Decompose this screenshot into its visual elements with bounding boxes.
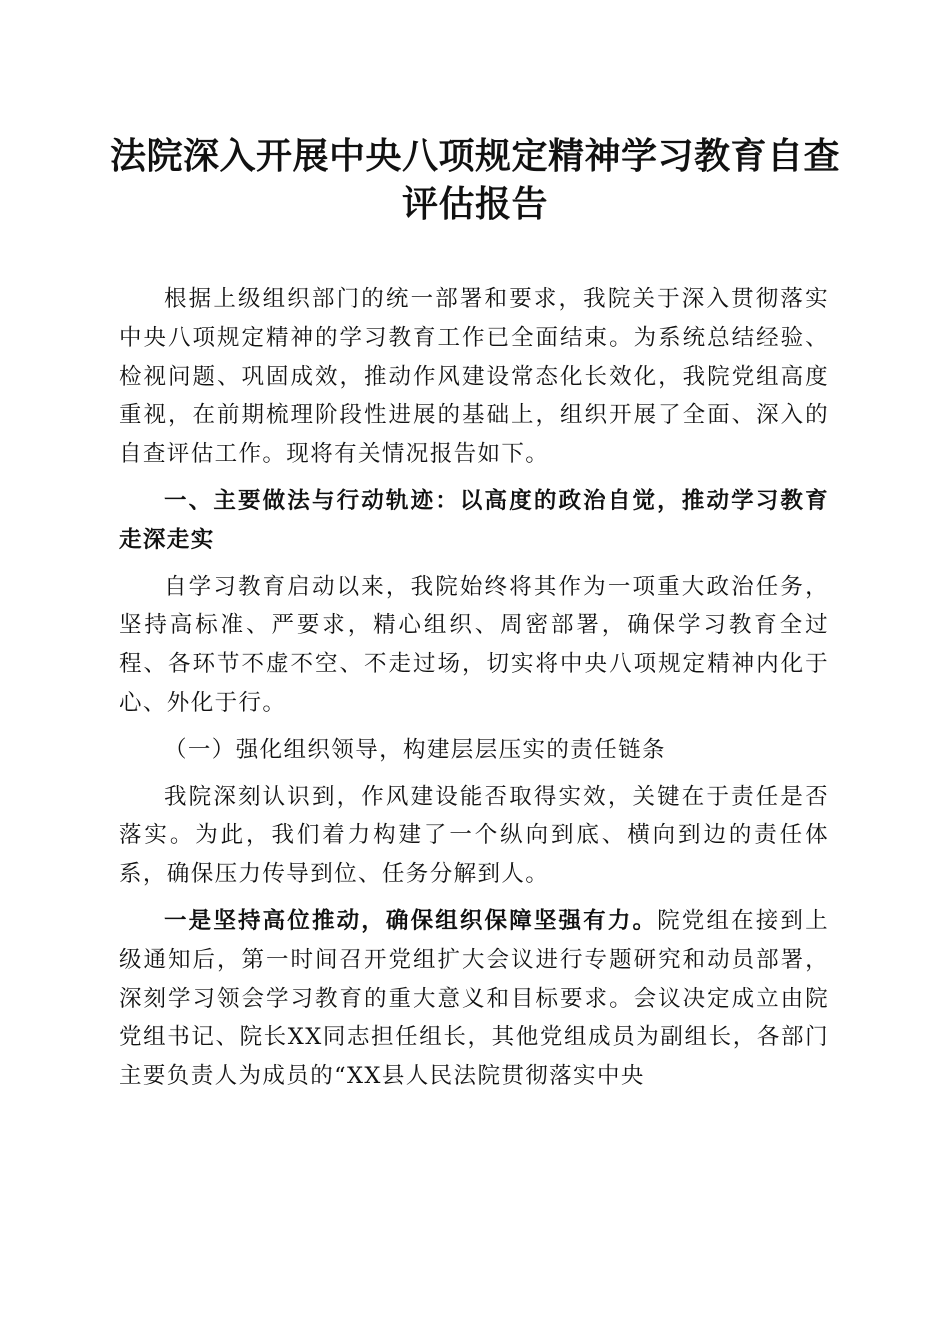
document-body — [119, 280, 829, 1096]
subsection-1-paragraph: 我院深刻认识到，作风建设能否取得实效，关键在于责任是否落实。为此，我们着力构建了一个纵向到底、横向到边的责任体系，确保压力传导到位、任务分解到人。 — [119, 783, 829, 888]
section-1-paragraph: 自学习教育启动以来，我院始终将其作为一项重大政治任务，坚持高标准、严要求，精心组织、周密部署，确保学习教育全过程、各环节不虚不空、不走过场，切实将中央八项规定精神内化于心、外化于行。 — [119, 573, 829, 716]
title-line-2: 评估报告 — [401, 183, 548, 225]
point-one-text: 院党组在接到上级通知后，第一时间召开党组扩大会议进行专题研究和动员部署，深刻学习领会学习教育的重大意义和目标要求。会议决定成立由院党组书记、院长XX同志担任组长，其他党组成员为副组长，各部门主要负责人为成员的“XX县人民法院贯彻落实中央 — [119, 907, 829, 1090]
intro-paragraph: 根据上级组织部门的统一部署和要求，我院关于深入贯彻落实中央八项规定精神的学习教育工作已全面结束。为系统总结经验、检视问题、巩固成效，推动作风建设常态化长效化，我院党组高度重视，在前期梳理阶段性进展的基础上，组织开展了全面、深入的自查评估工作。现将有关情况报告如下。 — [119, 286, 829, 468]
subsection-heading-1: （一）强化组织领导，构建层层压实的责任链条 — [164, 736, 666, 763]
section-heading-1: 一、主要做法与行动轨迹：以高度的政治自觉，推动学习教育走深走实 — [119, 487, 829, 553]
document-title — [100, 132, 850, 228]
point-one-lead: 一是坚持高位推动，确保组织保障坚强有力。 — [164, 907, 658, 934]
point-one-paragraph — [119, 902, 829, 1096]
title-line-1: 法院深入开展中央八项规定精神学习教育自查 — [109, 135, 840, 177]
